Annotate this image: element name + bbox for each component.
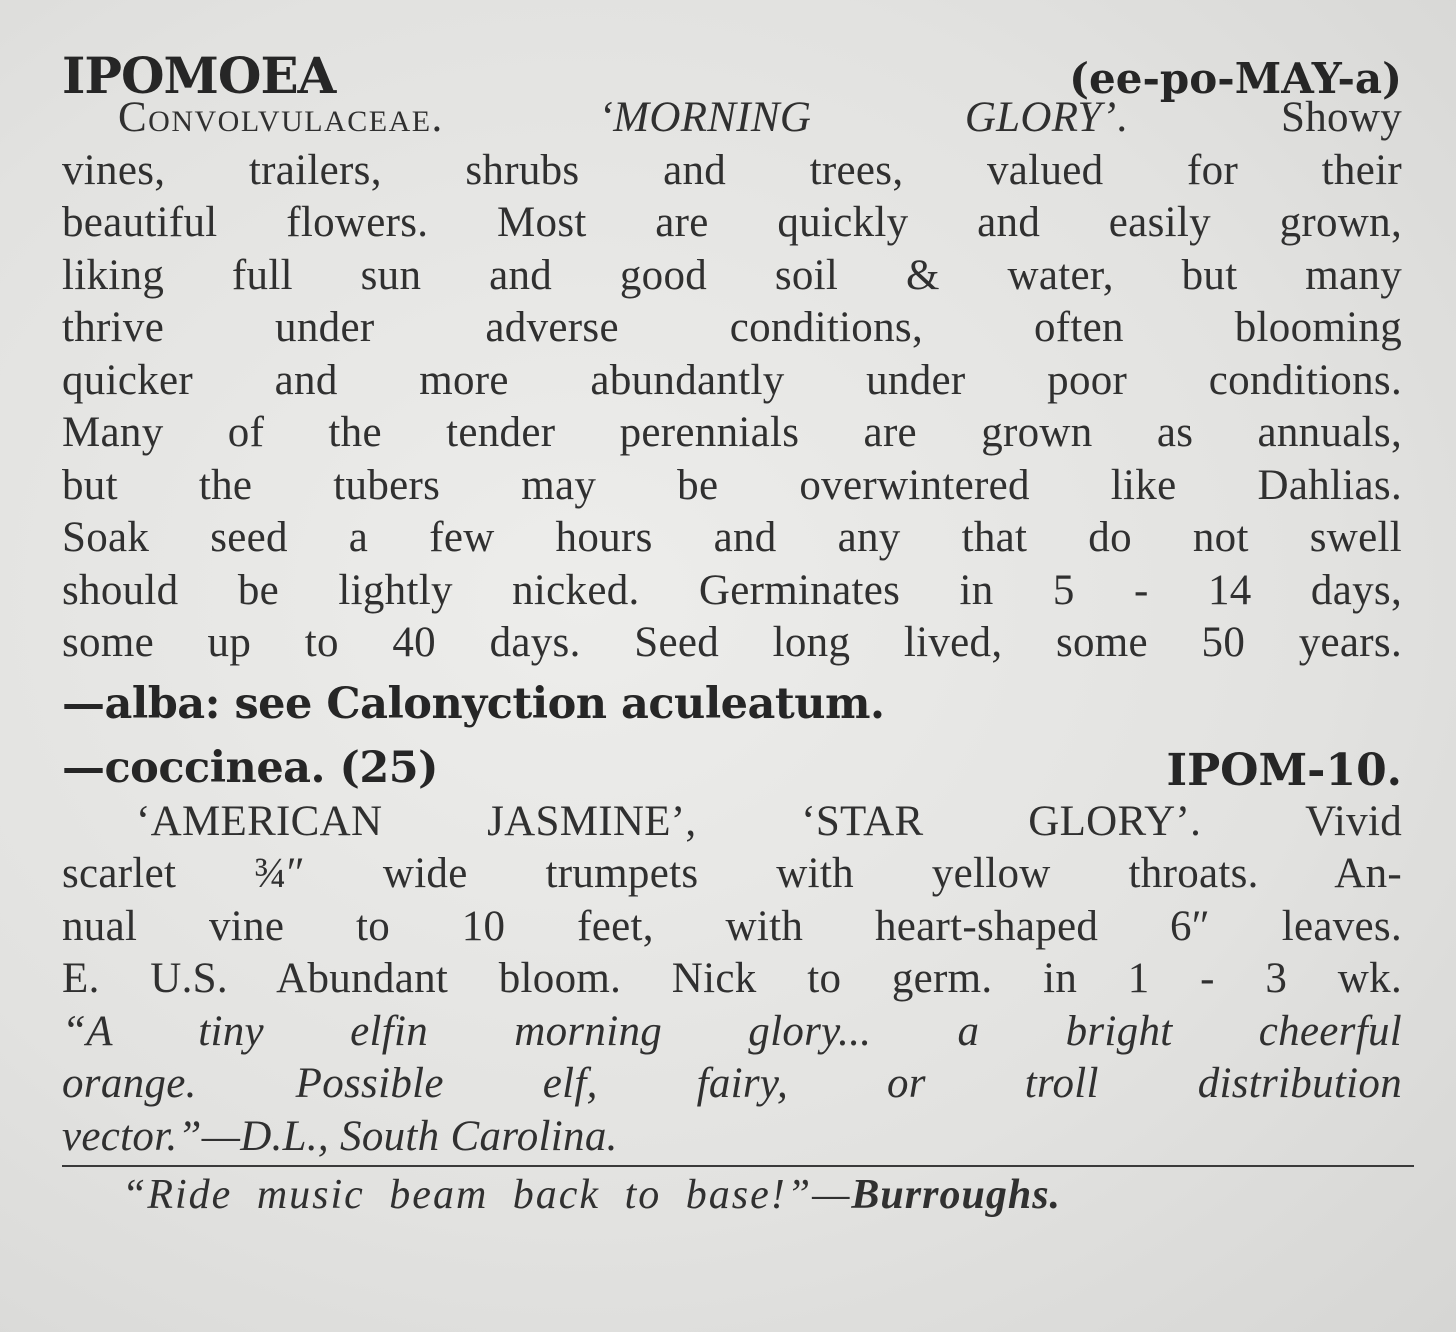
genus-title: IPOMOEA xyxy=(62,46,336,105)
footer-quote-text: “Ride music beam back to base!”— xyxy=(122,1172,852,1218)
catalog-page xyxy=(62,30,1402,1223)
species-line: scarlet ¾″ wide trumpets with yellow throats. An- xyxy=(62,850,1402,897)
description-text: . Showy xyxy=(1116,94,1402,141)
pronunciation: (ee-po-MAY-a) xyxy=(1069,54,1402,103)
footer-quote-attribution: Burroughs. xyxy=(851,1172,1062,1218)
species-line: ‘AMERICAN JASMINE’, ‘STAR GLORY’. Vivid xyxy=(136,797,1402,845)
description-line: quicker and more abundantly under poor conditions. xyxy=(62,356,1402,404)
entry-header xyxy=(62,30,1402,105)
description-line: beautiful flowers. Most are quickly and easily grown, xyxy=(62,199,1402,246)
genus-description xyxy=(62,92,1402,670)
catalog-code: IPOM-10. xyxy=(1166,744,1402,796)
quote-line: orange. Possible elf, fairy, or troll distribution xyxy=(62,1060,1402,1107)
species-description xyxy=(62,796,1402,1164)
description-line: Many of the tender perennials are grown as annuals, xyxy=(62,409,1402,456)
description-line: but the tubers may be overwintered like Dahlias. xyxy=(62,461,1402,509)
species-line: E. U.S. Abundant bloom. Nick to germ. in 1 - 3 wk. xyxy=(62,955,1402,1002)
description-line xyxy=(62,92,1402,145)
quote-line: vector.”—D.L., South Carolina. xyxy=(62,1112,618,1160)
family-name: Convolvulaceae. xyxy=(118,94,599,141)
common-name: ‘MORNING GLORY’ xyxy=(598,94,1117,141)
description-line: Soak seed a few hours and any that do not swell xyxy=(62,514,1402,561)
quote-line: “A tiny elfin morning glory... a bright cheerful xyxy=(62,1007,1402,1055)
footer-quote xyxy=(62,1167,1402,1223)
species-alba: —alba: see Calonyction aculeatum. xyxy=(62,678,885,729)
description-line: liking full sun and good soil & water, but many xyxy=(62,251,1402,299)
description-line: thrive under adverse conditions, often blooming xyxy=(62,304,1402,351)
description-line: should be lightly nicked. Germinates in 5 - 14 days, xyxy=(62,566,1402,614)
species-line: nual vine to 10 feet, with heart-shaped 6″ leaves. xyxy=(62,902,1402,950)
description-line: vines, trailers, shrubs and trees, valued for their xyxy=(62,146,1402,194)
species-coccinea-header xyxy=(62,732,1402,796)
description-line: some up to 40 days. Seed long lived, some 50 years. xyxy=(62,619,1402,666)
species-coccinea: —coccinea. (25) xyxy=(62,742,439,793)
